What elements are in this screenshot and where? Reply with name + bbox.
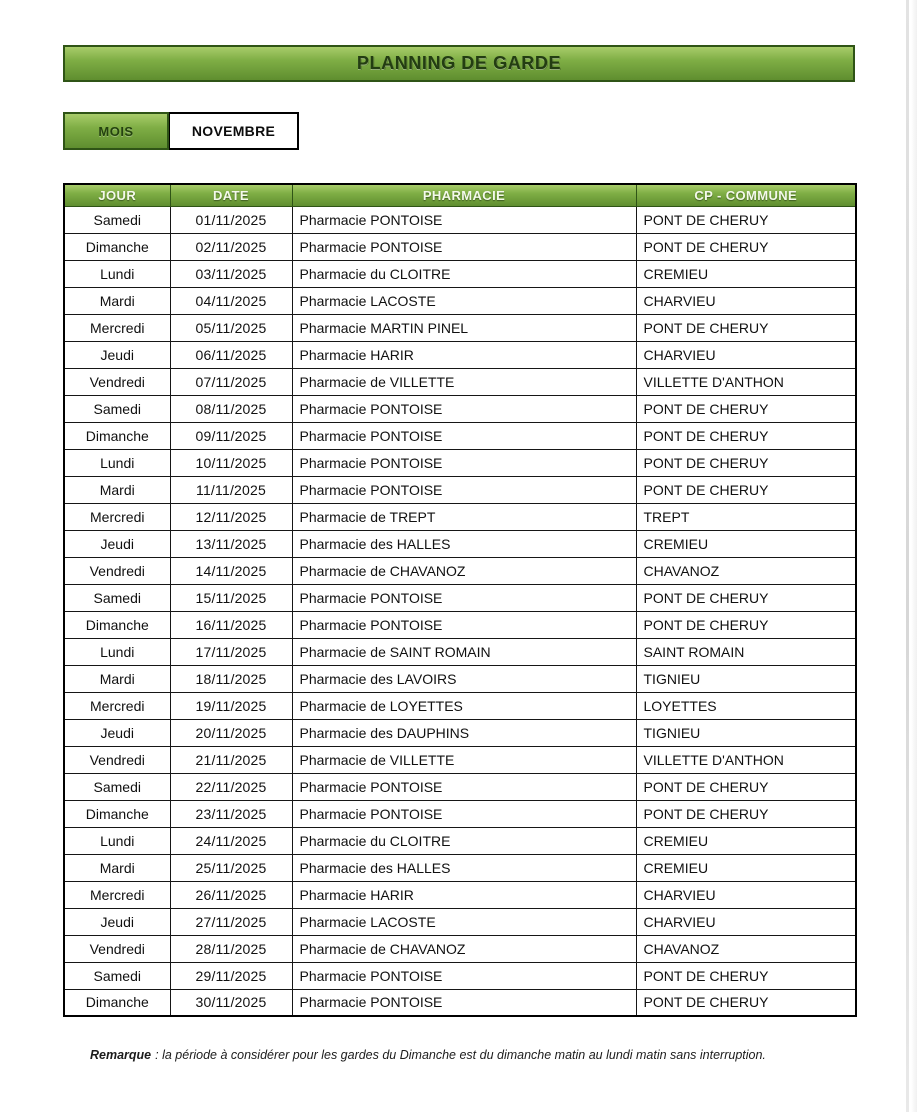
- table-row: [64, 314, 856, 341]
- cell-jour: Dimanche: [64, 233, 170, 260]
- cell-commune: CHARVIEU: [636, 881, 856, 908]
- cell-date: 14/11/2025: [170, 557, 292, 584]
- cell-commune: TREPT: [636, 503, 856, 530]
- cell-jour: Vendredi: [64, 557, 170, 584]
- table-row: [64, 665, 856, 692]
- schedule-table-body: [64, 206, 856, 1016]
- cell-commune: TIGNIEU: [636, 719, 856, 746]
- page-title: PLANNING DE GARDE: [356, 53, 562, 73]
- table-row: [64, 962, 856, 989]
- cell-date: 05/11/2025: [170, 314, 292, 341]
- cell-jour: Dimanche: [64, 422, 170, 449]
- cell-pharmacie: Pharmacie de VILLETTE: [292, 746, 636, 773]
- table-row: [64, 800, 856, 827]
- cell-date: 19/11/2025: [170, 692, 292, 719]
- cell-commune: CHARVIEU: [636, 908, 856, 935]
- cell-commune: CHARVIEU: [636, 287, 856, 314]
- cell-date: 02/11/2025: [170, 233, 292, 260]
- cell-pharmacie: Pharmacie PONTOISE: [292, 989, 636, 1016]
- footer-remark: [90, 1048, 870, 1062]
- cell-jour: Lundi: [64, 827, 170, 854]
- cell-pharmacie: Pharmacie PONTOISE: [292, 206, 636, 233]
- cell-date: 12/11/2025: [170, 503, 292, 530]
- cell-pharmacie: Pharmacie des DAUPHINS: [292, 719, 636, 746]
- cell-date: 15/11/2025: [170, 584, 292, 611]
- cell-pharmacie: Pharmacie des HALLES: [292, 530, 636, 557]
- table-row: [64, 476, 856, 503]
- table-row: [64, 773, 856, 800]
- cell-commune: CREMIEU: [636, 854, 856, 881]
- cell-date: 20/11/2025: [170, 719, 292, 746]
- cell-date: 28/11/2025: [170, 935, 292, 962]
- cell-jour: Samedi: [64, 962, 170, 989]
- table-row: [64, 611, 856, 638]
- cell-commune: PONT DE CHERUY: [636, 422, 856, 449]
- cell-date: 01/11/2025: [170, 206, 292, 233]
- scan-page-edge-line: [906, 0, 909, 1112]
- cell-jour: Jeudi: [64, 908, 170, 935]
- cell-pharmacie: Pharmacie PONTOISE: [292, 422, 636, 449]
- table-row: [64, 692, 856, 719]
- table-row: [64, 881, 856, 908]
- cell-date: 30/11/2025: [170, 989, 292, 1016]
- table-row: [64, 449, 856, 476]
- cell-pharmacie: Pharmacie de CHAVANOZ: [292, 935, 636, 962]
- table-row: [64, 530, 856, 557]
- cell-pharmacie: Pharmacie PONTOISE: [292, 800, 636, 827]
- cell-date: 06/11/2025: [170, 341, 292, 368]
- cell-jour: Mardi: [64, 476, 170, 503]
- header-cell-date: DATE: [170, 184, 292, 206]
- table-row: [64, 638, 856, 665]
- cell-commune: CREMIEU: [636, 827, 856, 854]
- title-banner: [63, 45, 855, 82]
- cell-date: 26/11/2025: [170, 881, 292, 908]
- cell-jour: Lundi: [64, 260, 170, 287]
- table-row: [64, 206, 856, 233]
- cell-date: 24/11/2025: [170, 827, 292, 854]
- cell-pharmacie: Pharmacie HARIR: [292, 341, 636, 368]
- cell-jour: Jeudi: [64, 719, 170, 746]
- cell-jour: Mardi: [64, 665, 170, 692]
- cell-jour: Samedi: [64, 584, 170, 611]
- cell-jour: Samedi: [64, 395, 170, 422]
- cell-pharmacie: Pharmacie de CHAVANOZ: [292, 557, 636, 584]
- cell-commune: SAINT ROMAIN: [636, 638, 856, 665]
- cell-pharmacie: Pharmacie du CLOITRE: [292, 827, 636, 854]
- table-row: [64, 827, 856, 854]
- cell-commune: PONT DE CHERUY: [636, 233, 856, 260]
- cell-jour: Mardi: [64, 287, 170, 314]
- cell-jour: Mercredi: [64, 503, 170, 530]
- cell-pharmacie: Pharmacie PONTOISE: [292, 962, 636, 989]
- cell-date: 13/11/2025: [170, 530, 292, 557]
- cell-jour: Mercredi: [64, 314, 170, 341]
- cell-pharmacie: Pharmacie PONTOISE: [292, 611, 636, 638]
- cell-jour: Mercredi: [64, 881, 170, 908]
- cell-commune: PONT DE CHERUY: [636, 449, 856, 476]
- table-row: [64, 584, 856, 611]
- cell-pharmacie: Pharmacie de VILLETTE: [292, 368, 636, 395]
- cell-commune: PONT DE CHERUY: [636, 962, 856, 989]
- cell-jour: Samedi: [64, 206, 170, 233]
- cell-pharmacie: Pharmacie MARTIN PINEL: [292, 314, 636, 341]
- cell-date: 17/11/2025: [170, 638, 292, 665]
- cell-commune: PONT DE CHERUY: [636, 989, 856, 1016]
- table-row: [64, 260, 856, 287]
- cell-commune: TIGNIEU: [636, 665, 856, 692]
- table-row: [64, 233, 856, 260]
- cell-pharmacie: Pharmacie LACOSTE: [292, 287, 636, 314]
- cell-commune: VILLETTE D'ANTHON: [636, 746, 856, 773]
- cell-jour: Mercredi: [64, 692, 170, 719]
- cell-commune: PONT DE CHERUY: [636, 773, 856, 800]
- cell-jour: Vendredi: [64, 368, 170, 395]
- cell-date: 10/11/2025: [170, 449, 292, 476]
- cell-commune: PONT DE CHERUY: [636, 476, 856, 503]
- cell-date: 08/11/2025: [170, 395, 292, 422]
- cell-jour: Dimanche: [64, 611, 170, 638]
- table-row: [64, 341, 856, 368]
- cell-jour: Jeudi: [64, 530, 170, 557]
- cell-pharmacie: Pharmacie PONTOISE: [292, 773, 636, 800]
- cell-pharmacie: Pharmacie de TREPT: [292, 503, 636, 530]
- cell-date: 29/11/2025: [170, 962, 292, 989]
- cell-pharmacie: Pharmacie de LOYETTES: [292, 692, 636, 719]
- remark-text: : la période à considérer pour les gardes du Dimanche est du dimanche matin au lundi matin sans interruption.: [155, 1048, 766, 1062]
- header-cell-commune: CP - COMMUNE: [636, 184, 856, 206]
- cell-jour: Vendredi: [64, 746, 170, 773]
- cell-date: 04/11/2025: [170, 287, 292, 314]
- cell-commune: PONT DE CHERUY: [636, 314, 856, 341]
- table-row: [64, 989, 856, 1016]
- table-row: [64, 908, 856, 935]
- table-row: [64, 287, 856, 314]
- cell-pharmacie: Pharmacie des HALLES: [292, 854, 636, 881]
- cell-date: 11/11/2025: [170, 476, 292, 503]
- cell-commune: PONT DE CHERUY: [636, 584, 856, 611]
- cell-commune: CREMIEU: [636, 260, 856, 287]
- table-row: [64, 503, 856, 530]
- cell-commune: PONT DE CHERUY: [636, 800, 856, 827]
- cell-commune: PONT DE CHERUY: [636, 611, 856, 638]
- cell-commune: CHAVANOZ: [636, 935, 856, 962]
- table-row: [64, 719, 856, 746]
- header-cell-pharmacie: PHARMACIE: [292, 184, 636, 206]
- cell-date: 27/11/2025: [170, 908, 292, 935]
- table-row: [64, 746, 856, 773]
- cell-date: 23/11/2025: [170, 800, 292, 827]
- cell-jour: Vendredi: [64, 935, 170, 962]
- cell-pharmacie: Pharmacie PONTOISE: [292, 395, 636, 422]
- cell-jour: Mardi: [64, 854, 170, 881]
- cell-date: 16/11/2025: [170, 611, 292, 638]
- cell-pharmacie: Pharmacie PONTOISE: [292, 584, 636, 611]
- cell-pharmacie: Pharmacie PONTOISE: [292, 476, 636, 503]
- cell-jour: Samedi: [64, 773, 170, 800]
- table-row: [64, 422, 856, 449]
- cell-pharmacie: Pharmacie LACOSTE: [292, 908, 636, 935]
- cell-commune: LOYETTES: [636, 692, 856, 719]
- cell-jour: Jeudi: [64, 341, 170, 368]
- cell-date: 22/11/2025: [170, 773, 292, 800]
- header-row: [64, 184, 856, 206]
- cell-commune: PONT DE CHERUY: [636, 395, 856, 422]
- cell-date: 18/11/2025: [170, 665, 292, 692]
- table-row: [64, 557, 856, 584]
- table-row: [64, 395, 856, 422]
- cell-commune: PONT DE CHERUY: [636, 206, 856, 233]
- month-selector-block: [63, 112, 299, 150]
- cell-commune: CHAVANOZ: [636, 557, 856, 584]
- cell-pharmacie: Pharmacie PONTOISE: [292, 233, 636, 260]
- cell-jour: Lundi: [64, 638, 170, 665]
- cell-date: 03/11/2025: [170, 260, 292, 287]
- cell-date: 07/11/2025: [170, 368, 292, 395]
- month-value: NOVEMBRE: [169, 112, 299, 150]
- cell-jour: Lundi: [64, 449, 170, 476]
- cell-commune: VILLETTE D'ANTHON: [636, 368, 856, 395]
- cell-jour: Dimanche: [64, 800, 170, 827]
- month-label: MOIS: [63, 112, 169, 150]
- table-row: [64, 368, 856, 395]
- cell-date: 21/11/2025: [170, 746, 292, 773]
- cell-jour: Dimanche: [64, 989, 170, 1016]
- table-row: [64, 854, 856, 881]
- cell-pharmacie: Pharmacie HARIR: [292, 881, 636, 908]
- cell-pharmacie: Pharmacie du CLOITRE: [292, 260, 636, 287]
- cell-pharmacie: Pharmacie PONTOISE: [292, 449, 636, 476]
- cell-pharmacie: Pharmacie de SAINT ROMAIN: [292, 638, 636, 665]
- cell-commune: CREMIEU: [636, 530, 856, 557]
- cell-pharmacie: Pharmacie des LAVOIRS: [292, 665, 636, 692]
- schedule-table: [63, 183, 857, 1017]
- table-row: [64, 935, 856, 962]
- remark-label: Remarque: [90, 1048, 152, 1062]
- scan-page-edge-shade: [911, 0, 917, 1112]
- cell-date: 25/11/2025: [170, 854, 292, 881]
- header-cell-jour: JOUR: [64, 184, 170, 206]
- schedule-table-head: [64, 184, 856, 206]
- cell-date: 09/11/2025: [170, 422, 292, 449]
- cell-commune: CHARVIEU: [636, 341, 856, 368]
